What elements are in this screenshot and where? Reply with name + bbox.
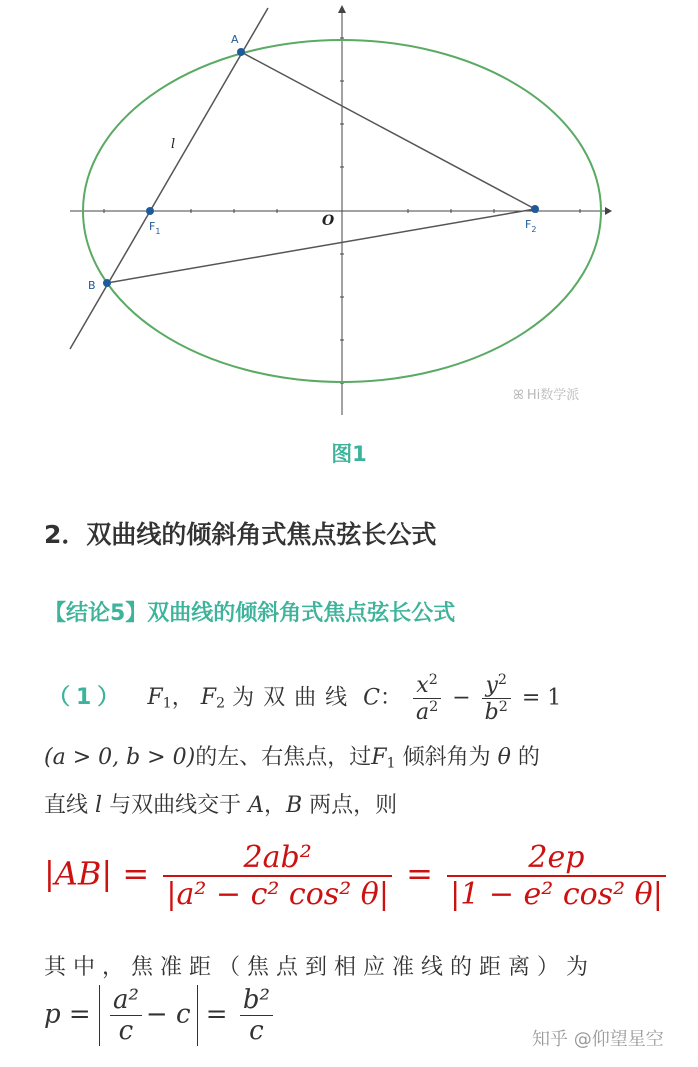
p-right-num: b² [242, 985, 270, 1015]
label-a: A [231, 33, 239, 46]
sup-2: 2 [429, 698, 439, 715]
point-a [237, 48, 245, 56]
math-f1 [147, 685, 171, 710]
math-b: B [285, 793, 303, 818]
math-c: C [363, 685, 380, 711]
figure-caption: 图1 [331, 442, 367, 466]
p-right-frac [240, 985, 273, 1046]
figure-watermark-text: Hi数学派 [526, 388, 580, 403]
text-two-points: 两点，则 [309, 793, 398, 818]
p-inner-frac [110, 985, 142, 1046]
point-f2 [531, 205, 539, 213]
math-f2 [201, 685, 225, 710]
frac-num [482, 672, 511, 698]
p-lhs: p = [44, 999, 91, 1030]
sup-2: 2 [428, 672, 438, 688]
text-inclination: 倾斜角为 [402, 745, 491, 770]
formula-lhs: |AB| = [44, 854, 150, 893]
formula-frac-1-den: |a² − c² cos² θ| [163, 875, 392, 912]
p-formula [44, 985, 277, 1046]
text-hyperbola: 为双曲线 [232, 685, 357, 711]
section-title: 2．双曲线的倾斜角式焦点弦长公式 [44, 520, 437, 549]
point-b [103, 279, 111, 287]
figure-svg [0, 0, 698, 430]
label-o: O [322, 213, 335, 229]
math-f2-sub: 2 [215, 695, 226, 712]
formula-frac-2 [447, 840, 666, 912]
frac-num-text: y [485, 672, 498, 698]
x-axis-arrow [605, 207, 612, 215]
text-comma: ， [263, 793, 286, 818]
label-f1-sub: 1 [155, 227, 161, 236]
math-a: A [248, 793, 264, 818]
segment-af2 [241, 52, 535, 209]
sup-2: 2 [497, 672, 507, 688]
text-de: 的 [517, 745, 540, 770]
sup-2: 2 [498, 698, 508, 715]
label-f2-main: F [525, 218, 532, 231]
p-inner-den: c [110, 1015, 142, 1046]
label-f1 [149, 220, 160, 236]
math-theta: θ [497, 745, 511, 770]
point-f1 [146, 207, 154, 215]
fraction-x2-a2 [413, 672, 441, 725]
math-f1-sub: 1 [386, 755, 396, 772]
p-eq: = [205, 999, 228, 1030]
figure-watermark [513, 384, 579, 403]
frac-num [413, 672, 441, 698]
label-b: B [88, 279, 96, 292]
label-f2-sub: 2 [531, 225, 537, 234]
label-f1-main: F [149, 220, 156, 233]
ellipse-figure [0, 0, 698, 430]
frac-den [413, 698, 441, 725]
math-f1-main: F [147, 685, 163, 711]
item-number: （1） [48, 685, 126, 711]
math-f1 [371, 745, 395, 770]
math-f2-main: F [200, 685, 216, 711]
formula-frac-1-num: 2ab² [243, 840, 312, 875]
math-f1-main: F [371, 745, 387, 770]
minus-sign: − [452, 685, 471, 711]
formula-frac-2-num: 2ep [528, 840, 585, 875]
text-foci: 的左、右焦点，过 [195, 745, 372, 770]
text-intersects: 与双曲线交于 [109, 793, 242, 818]
p-right-den: c [240, 1015, 273, 1046]
frac-den-text: b [484, 699, 499, 725]
formula-frac-2-den: |1 − e² cos² θ| [447, 875, 666, 912]
paragraph-line-4: 其中，焦准距（焦点到相应准线的距离）为 [44, 955, 596, 980]
formula-eq: = [406, 854, 433, 893]
wechat-icon: ꕤ [513, 388, 524, 403]
y-axis-arrow [338, 5, 346, 13]
text-line: 直线 [44, 793, 89, 818]
fraction-y2-b2 [482, 672, 511, 725]
frac-num-text: x [416, 672, 429, 698]
site-watermark: 知乎 @仰望星空 [532, 1029, 664, 1050]
label-l: l [171, 137, 176, 152]
segment-bf2 [107, 209, 535, 283]
colon: ： [379, 685, 402, 711]
equals-one: = 1 [521, 685, 562, 711]
paragraph-line-2 [44, 740, 540, 772]
frac-den [482, 698, 511, 725]
frac-den-text: a [415, 699, 430, 725]
chord-length-formula [44, 840, 670, 912]
comma: ， [171, 685, 194, 711]
math-f1-sub: 1 [162, 695, 172, 712]
abs-value [99, 985, 198, 1046]
formula-frac-1 [163, 840, 392, 912]
p-inner-num: a² [112, 985, 139, 1015]
math-l: l [95, 793, 103, 818]
line-l [70, 8, 268, 349]
math-condition: (a > 0, b > 0) [44, 745, 196, 770]
p-inner-minus: − c [145, 999, 191, 1030]
conclusion-title: 【结论5】双曲线的倾斜角式焦点弦长公式 [44, 601, 456, 626]
label-f2 [525, 218, 536, 234]
paragraph-line-1 [44, 672, 664, 725]
paragraph-line-3 [44, 788, 397, 819]
